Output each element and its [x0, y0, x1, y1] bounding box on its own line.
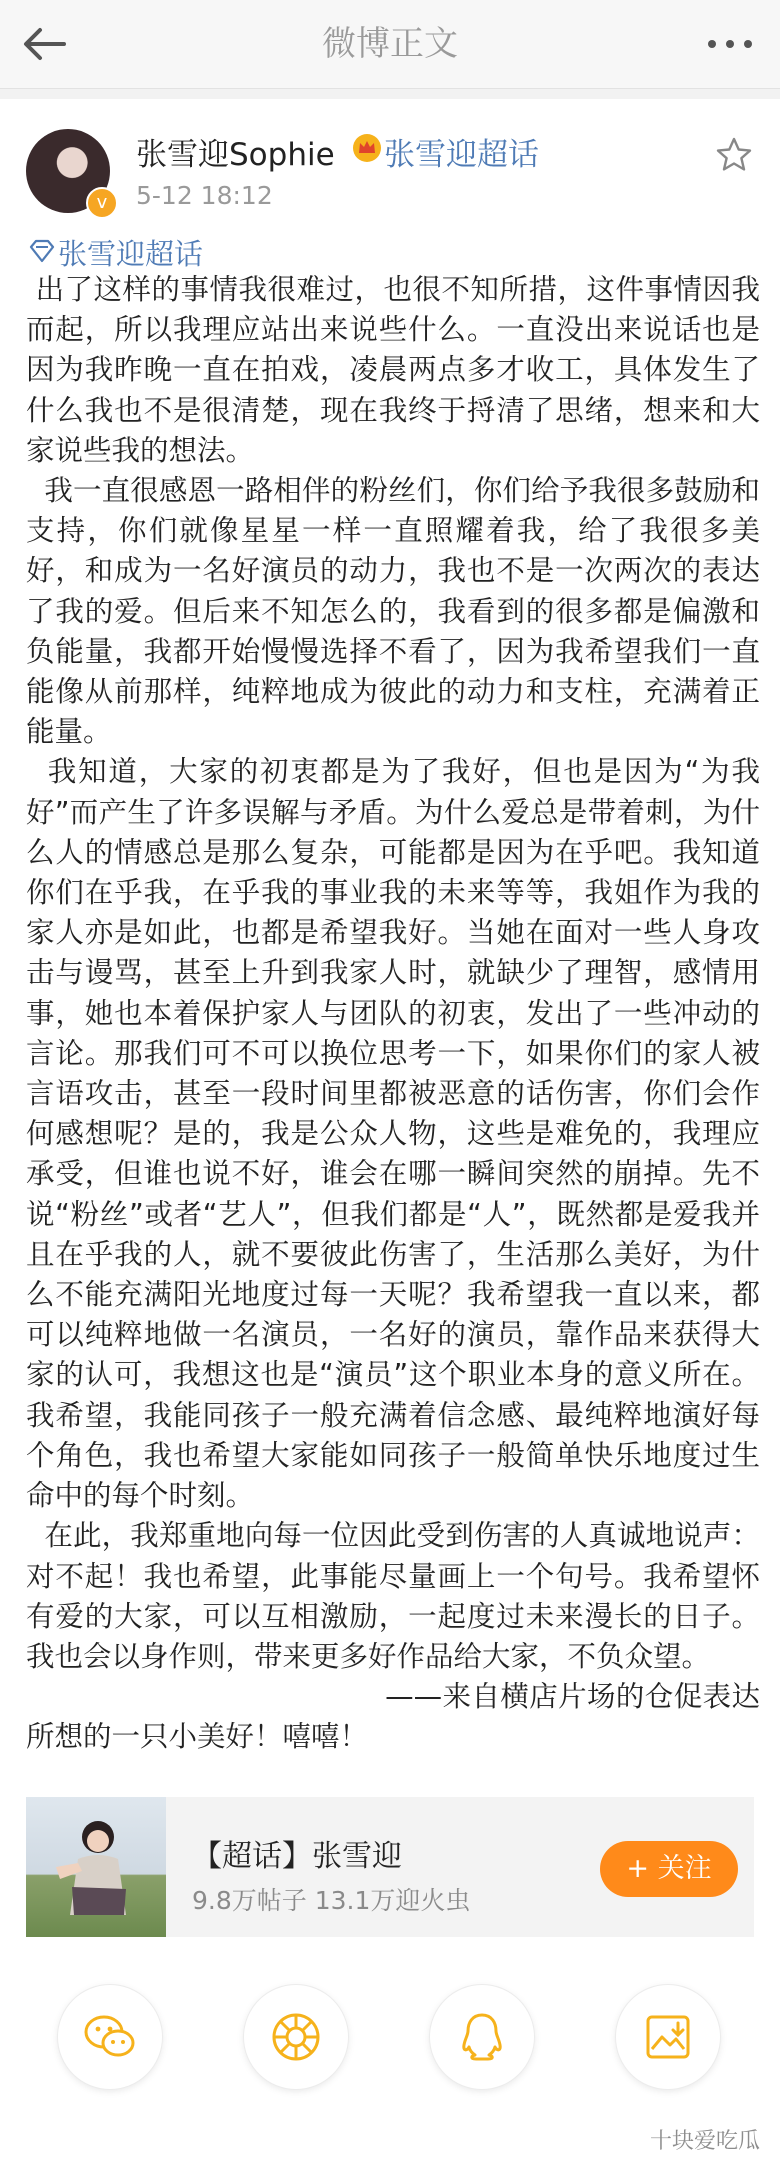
- moments-icon: [266, 2007, 326, 2067]
- card-thumbnail: [26, 1797, 166, 1937]
- share-qq-button[interactable]: [430, 1985, 534, 2089]
- supertopic-card[interactable]: [26, 1797, 754, 1937]
- section-gap: [0, 89, 780, 99]
- save-image-icon: [638, 2007, 698, 2067]
- watermark: 十块爱吃瓜: [649, 2129, 760, 2154]
- follow-button[interactable]: + 关注: [600, 1841, 738, 1897]
- author-name[interactable]: 张雪迎Sophie: [136, 137, 335, 173]
- post-time: 5-12 18:12: [136, 181, 273, 210]
- more-dots-icon[interactable]: [702, 28, 758, 60]
- nav-bar: [0, 0, 780, 89]
- verified-badge-icon: v: [86, 187, 118, 219]
- page-title: 微博正文: [322, 24, 458, 64]
- paragraph: 我一直很感恩一路相伴的粉丝们，你们给予我很多鼓励和支持，你们就像星星一样一直照耀着我，给了我很多美好，和成为一名好演员的动力，我也不是一次两次的表达了我的爱。但后来不知怎么的，我看到的很多都是偏激和负能量，我都开始慢慢选择不看了，因为我希望我们一直能像从前那样，纯粹地成为彼此的动力和支柱，充满着正能量。: [26, 474, 760, 749]
- favorite-star-icon[interactable]: [714, 135, 754, 175]
- post-header: [0, 99, 780, 229]
- save-image-button[interactable]: [616, 1985, 720, 2089]
- crown-icon: [352, 133, 382, 163]
- share-row: [0, 1985, 780, 2105]
- share-wechat-button[interactable]: [58, 1985, 162, 2089]
- paragraph: 在此，我郑重地向每一位因此受到伤害的人真诚地说声：对不起！我也希望，此事能尽量画上一个句号。我希望怀有爱的大家，可以互相激励，一起度过未来漫长的日子。我也会以身作则，带来更多好作品给大家，不负众望。: [26, 1519, 760, 1673]
- topic-tag-label[interactable]: 张雪迎超话: [58, 237, 204, 271]
- paragraph: ——来自横店片场的仓促表达所想的一只小美好！嘻嘻！: [26, 1680, 760, 1754]
- card-stats: 9.8万帖子 13.1万迎火虫: [192, 1886, 471, 1915]
- paragraph: 我知道，大家的初衷都是为了我好，但也是因为“为我好”而产生了许多误解与矛盾。为什么爱总是带着刺，为什么人的情感总是那么复杂，可能都是因为在乎吧。我知道你们在乎我，在乎我的事业我的未来等等，我姐作为我的家人亦是如此，也都是希望我好。当她在面对一些人身攻击与谩骂，甚至上升到我家人时，就缺少了理智，感情用事，她也本着保护家人与团队的初衷，发出了一些冲动的言论。那我们可不可以换位思考一下，如果你们的家人被言语攻击，甚至一段时间里都被恶意的话伤害，你们会作何感想呢？是的，我是公众人物，这些是难免的，我理应承受，但谁也说不好，谁会在哪一瞬间突然的崩掉。先不说“粉丝”或者“艺人”，但我们都是“人”，既然都是爱我并且在乎我的人，就不要彼此伤害了，生活那么美好，为什么不能充满阳光地度过每一天呢？我希望我一直以来，都可以纯粹地做一名演员，一名好的演员，靠作品来获得大家的认可，我想这也是“演员”这个职业本身的意义所在。我希望，我能同孩子一般充满着信念感、最纯粹地演好每个角色，我也希望大家能如同孩子一般简单快乐地度过生命中的每个时刻。: [26, 755, 760, 1513]
- qq-icon: [452, 2007, 512, 2067]
- card-title: 【超话】张雪迎: [192, 1839, 402, 1874]
- supertopic-link[interactable]: 张雪迎超话: [384, 137, 539, 173]
- girl-photo-icon: [26, 1797, 166, 1937]
- wechat-icon: [80, 2007, 140, 2067]
- share-moments-button[interactable]: [244, 1985, 348, 2089]
- post-content: [26, 270, 760, 1758]
- paragraph: 出了这样的事情我很难过，也很不知所措，这件事情因我而起，所以我理应站出来说些什么。一直没出来说话也是因为我昨晚一直在拍戏，凌晨两点多才收工，具体发生了什么我也不是很清楚，现在我终于捋清了思绪，想来和大家说些我的想法。: [26, 273, 760, 467]
- diamond-icon: [28, 238, 56, 264]
